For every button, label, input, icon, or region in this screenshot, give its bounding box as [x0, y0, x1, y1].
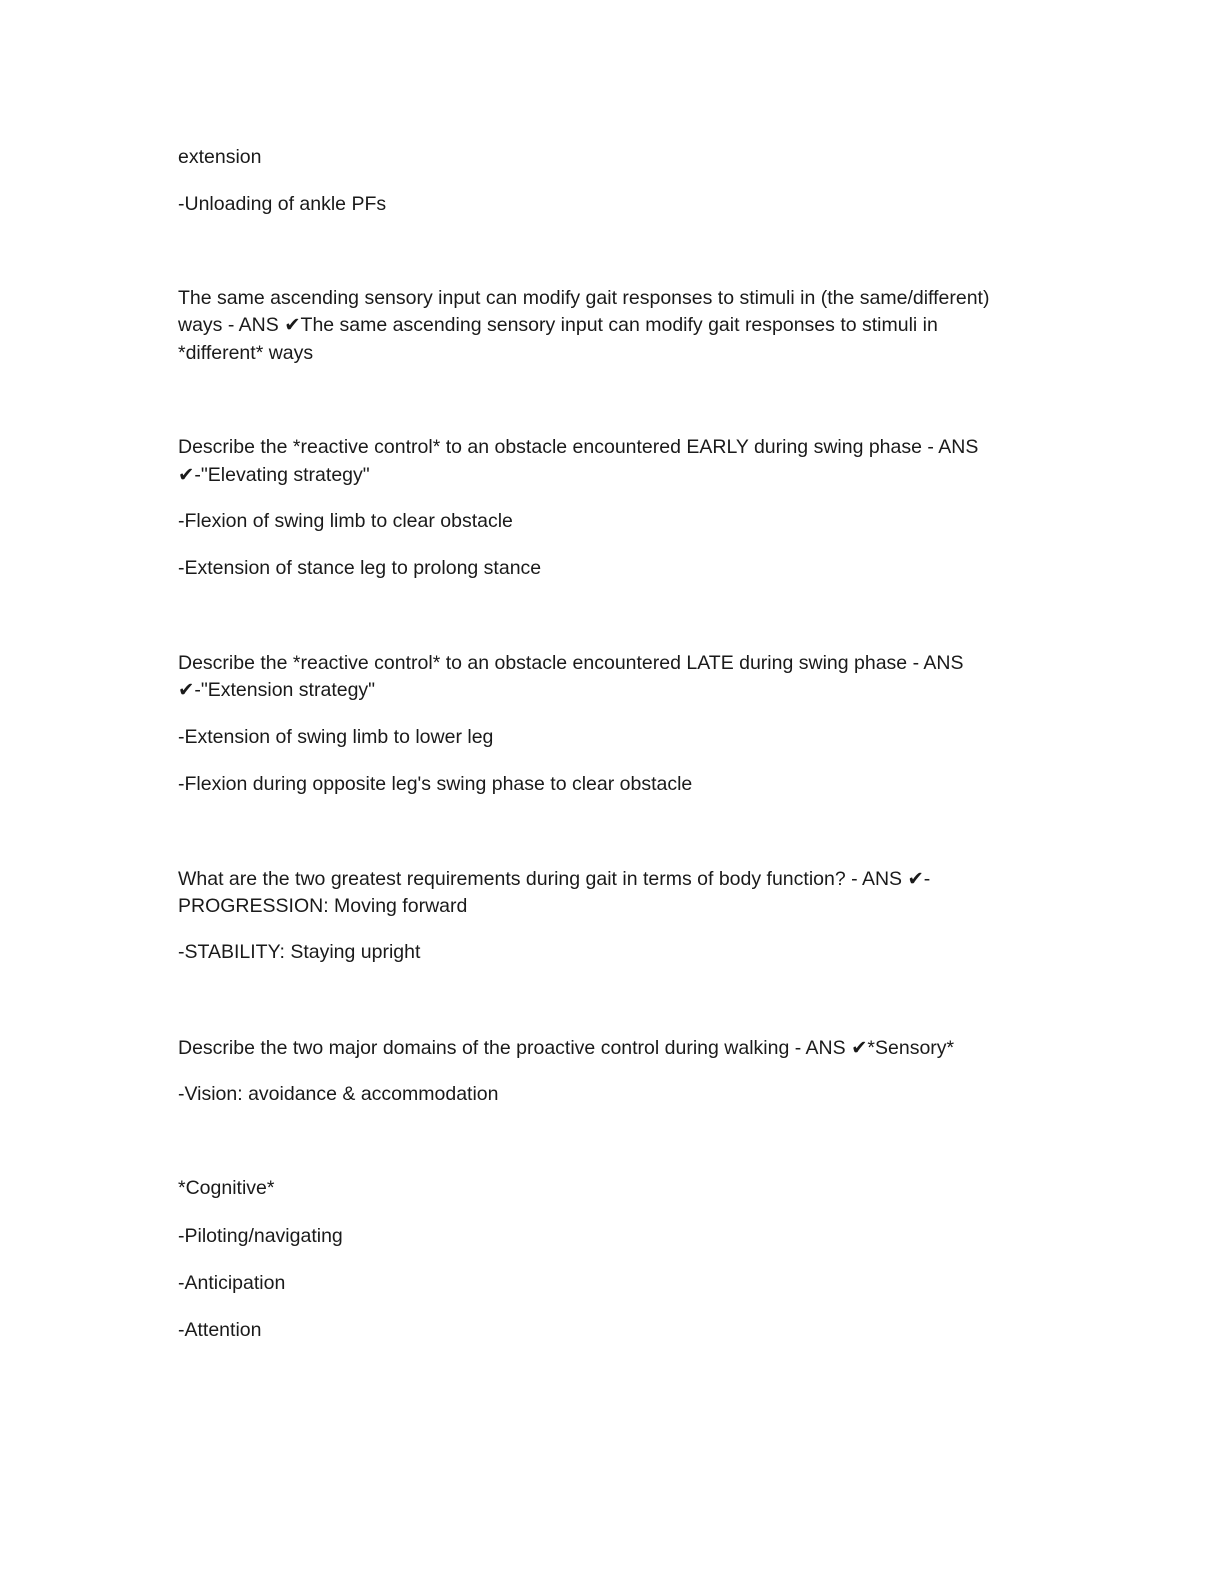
- text-line: *Cognitive*: [178, 1177, 275, 1199]
- text-line: -Unloading of ankle PFs: [178, 193, 387, 215]
- text-line: -Attention: [178, 1319, 262, 1341]
- text-line: -Anticipation: [178, 1272, 286, 1294]
- answer-line: ✔-"Elevating strategy": [178, 464, 370, 486]
- text-line: -Extension of stance leg to prolong stance: [178, 557, 542, 579]
- text-line: -STABILITY: Staying upright: [178, 941, 421, 963]
- answer-line: ways - ANS ✔The same ascending sensory input can modify gait responses to stimuli in: [178, 314, 938, 336]
- text-line: -Flexion during opposite leg's swing phase to clear obstacle: [178, 773, 693, 795]
- text-line: -Extension of swing limb to lower leg: [178, 726, 494, 748]
- answer-line: ✔-"Extension strategy": [178, 679, 376, 701]
- text-line: extension: [178, 146, 262, 168]
- question-line: Describe the *reactive control* to an obstacle encountered EARLY during swing phase - ANS: [178, 436, 979, 458]
- question-line: Describe the two major domains of the proactive control during walking - ANS ✔*Sensory*: [178, 1037, 955, 1059]
- question-line: Describe the *reactive control* to an obstacle encountered LATE during swing phase - ANS: [178, 652, 964, 674]
- answer-line: *different* ways: [178, 342, 314, 364]
- question-line: The same ascending sensory input can modify gait responses to stimuli in (the same/different): [178, 287, 990, 309]
- question-line: What are the two greatest requirements during gait in terms of body function? - ANS ✔-: [178, 868, 931, 890]
- text-line: -Piloting/navigating: [178, 1225, 343, 1247]
- text-line: -Flexion of swing limb to clear obstacle: [178, 510, 513, 532]
- text-line: -Vision: avoidance & accommodation: [178, 1083, 499, 1105]
- answer-line: PROGRESSION: Moving forward: [178, 895, 468, 917]
